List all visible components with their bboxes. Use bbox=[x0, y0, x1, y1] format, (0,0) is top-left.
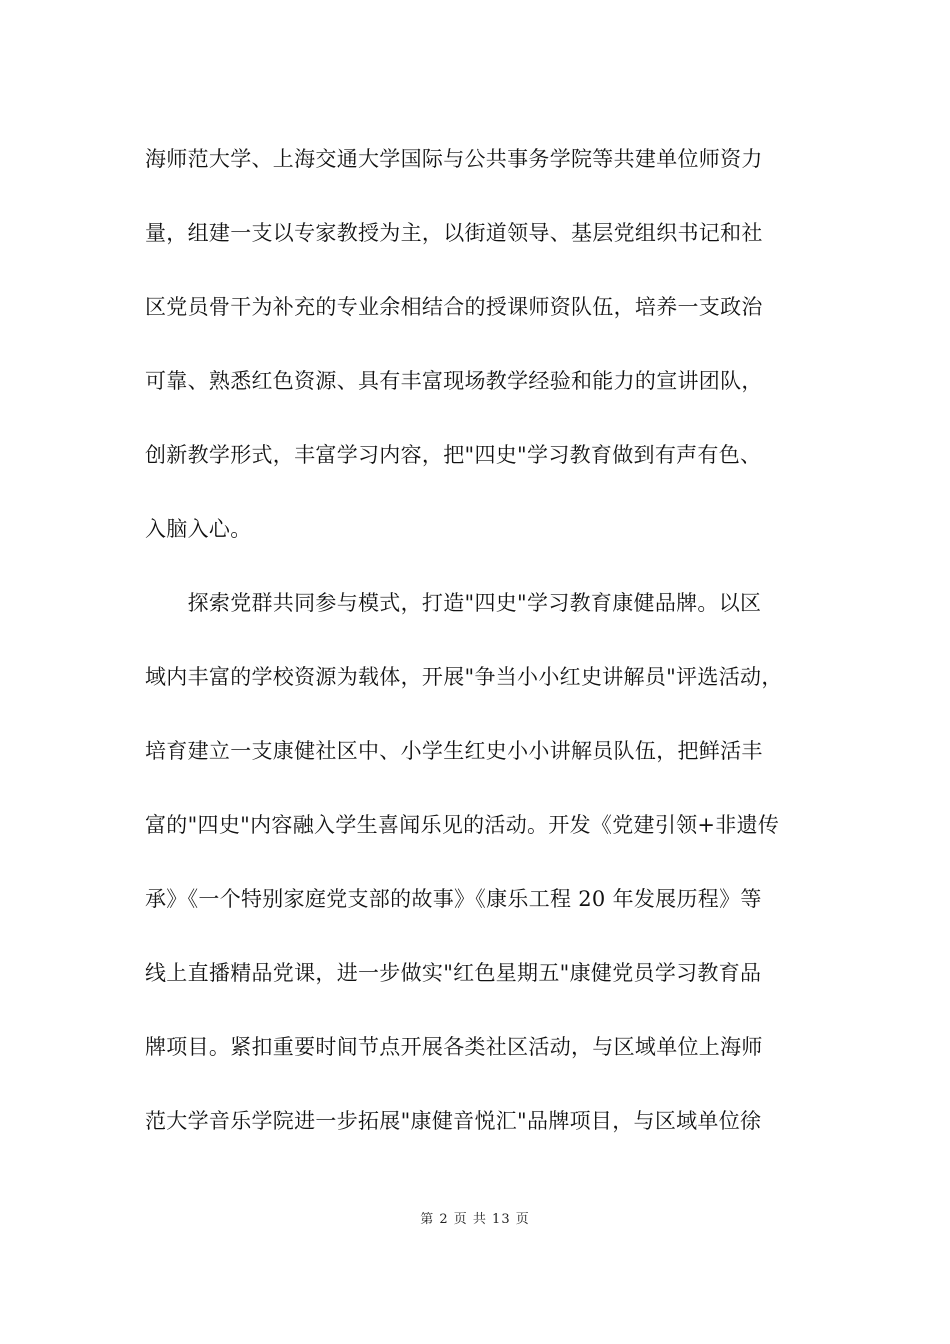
text-line: 线上直播精品党课，进一步做实"红色星期五"康健党员学习教育品 bbox=[145, 961, 762, 985]
text-line: 入脑入心。 bbox=[145, 517, 252, 541]
text-line: 创新教学形式，丰富学习内容，把"四史"学习教育做到有声有色、 bbox=[145, 443, 762, 467]
page-number-footer: 第 2 页 共 13 页 bbox=[420, 1212, 530, 1227]
text-line: 区党员骨干为补充的专业余相结合的授课师资队伍，培养一支政治 bbox=[145, 295, 763, 319]
text-line: 承》《一个特别家庭党支部的故事》《康乐工程 20 年发展历程》等 bbox=[145, 887, 762, 911]
body-text bbox=[145, 134, 815, 1170]
text-line: 范大学音乐学院进一步拓展"康健音悦汇"品牌项目，与区域单位徐 bbox=[145, 1109, 762, 1133]
text-line: 培育建立一支康健社区中、小学生红史小小讲解员队伍，把鲜活丰 bbox=[145, 739, 763, 763]
text-line: 可靠、熟悉红色资源、具有丰富现场教学经验和能力的宣讲团队， bbox=[145, 369, 763, 393]
text-line: 富的"四史"内容融入学生喜闻乐见的活动。开发《党建引领+非遗传 bbox=[145, 813, 780, 837]
text-line: 牌项目。紧扣重要时间节点开展各类社区活动，与区域单位上海师 bbox=[145, 1035, 763, 1059]
text-line: 海师范大学、上海交通大学国际与公共事务学院等共建单位师资力 bbox=[145, 147, 763, 171]
text-line: 量，组建一支以专家教授为主，以街道领导、基层党组织书记和社 bbox=[145, 221, 763, 245]
text-line: 探索党群共同参与模式，打造"四史"学习教育康健品牌。以区 bbox=[145, 591, 762, 615]
text-line: 域内丰富的学校资源为载体，开展"争当小小红史讲解员"评选活动， bbox=[145, 665, 783, 689]
